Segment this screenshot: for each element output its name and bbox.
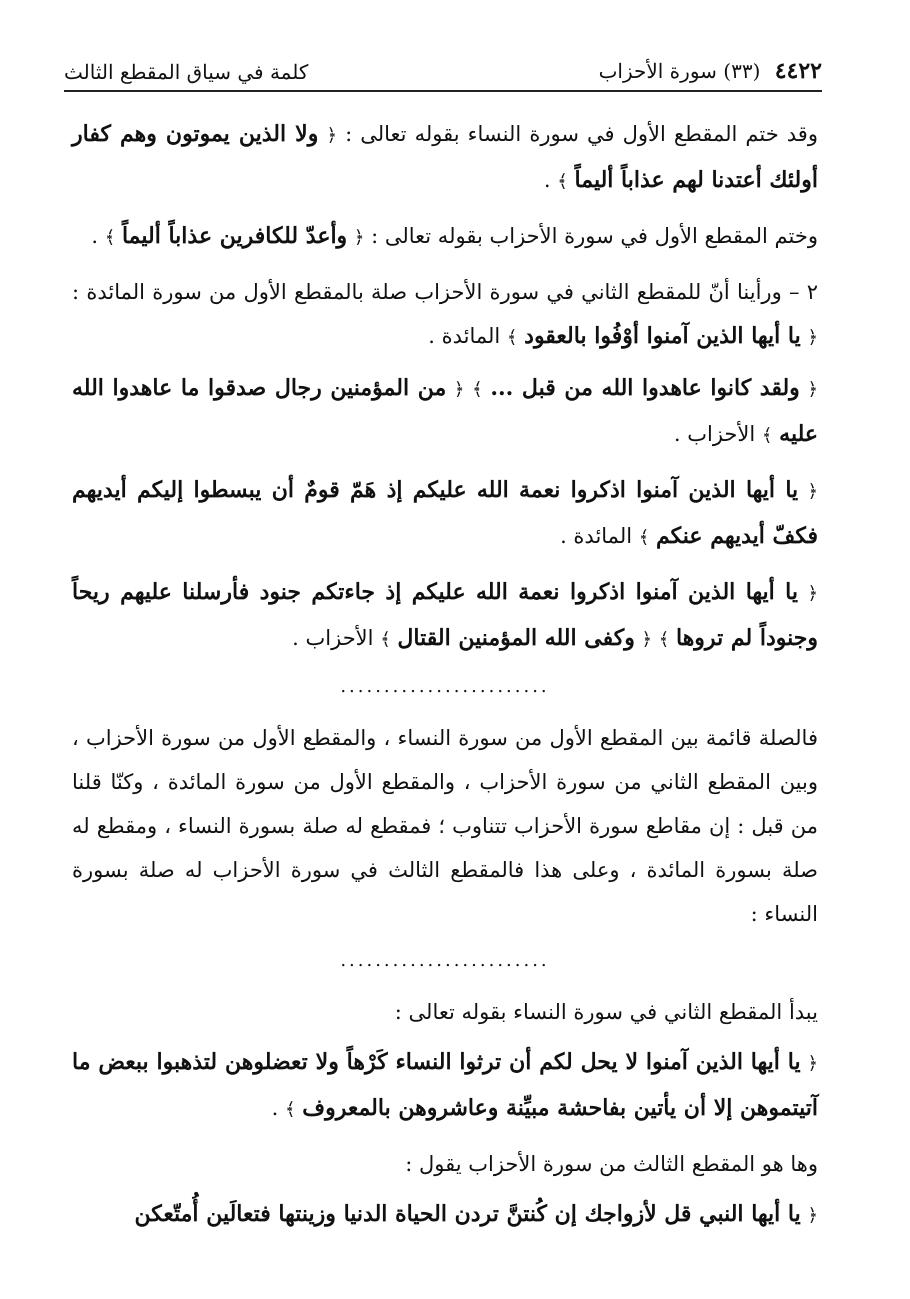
source-reference: المائدة . [428, 324, 501, 348]
page-body [72, 112, 818, 1248]
quran-close-bracket: ﴾ [557, 171, 568, 192]
page-number: ٤٤٢٢ [774, 58, 822, 84]
page-header [64, 52, 822, 92]
quran-close-bracket: ﴾ [285, 1099, 296, 1120]
quran-quote: يا أيها الذين آمنوا أوْفُوا بالعقود [524, 323, 801, 349]
quran-open-bracket: ﴿ [807, 1053, 818, 1074]
quran-quote: يا أيها النبي قل لأزواجك إن كُنتنَّ تردن الحياة الدنيا وزينتها فتعالَين أُمتّعكن [134, 1201, 801, 1227]
quran-open-bracket: ﴿ [807, 481, 818, 502]
quran-open-bracket: ﴿ [326, 125, 337, 146]
quran-quote: يا أيها الذين آمنوا اذكروا نعمة الله عليكم إذ هَمّ قومٌ أن يبسطوا إليكم أيديهم فكفّ أيديهم عنكم [72, 477, 818, 549]
header-surah-info [599, 58, 822, 84]
paragraph-ahzab-verse [72, 570, 818, 662]
source-reference: الأحزاب . [292, 626, 374, 650]
paragraph-nisa-ending: وقد ختم المقطع الأول في سورة النساء بقوله تعالى : ﴿ ولا الذين يموتون وهم كفار أولئك أعتدنا لهم عذاباً أليماً ﴾ . [72, 121, 818, 193]
paragraph-covenant-verses [72, 366, 818, 458]
surah-name: (٣٣) سورة الأحزاب [598, 59, 761, 83]
quran-open-bracket: ﴿ [641, 629, 653, 650]
paragraph-nisa-verse: ﴿ يا أيها الذين آمنوا لا يحل لكم أن ترثوا النساء كَرْهاً ولا تعضلوهن لتذهبوا ببعض ما آتيتموهن إلا أن يأتين بفاحشة مبيِّنة وعاشروهن بالمعروف ﴾ . [72, 1049, 818, 1121]
source-reference: الأحزاب . [673, 422, 756, 446]
quran-close-bracket: ﴾ [638, 527, 650, 548]
quran-quote: وكفى الله المؤمنين القتال [397, 625, 635, 651]
dotted-separator: ........................ [340, 950, 550, 971]
quran-close-bracket: ﴾ [472, 379, 483, 400]
quran-quote: من المؤمنين رجال صدقوا ما عاهدوا الله عليه [72, 375, 818, 447]
quran-close-bracket: ﴾ [658, 629, 670, 650]
paragraph-maidah-verse [72, 468, 818, 560]
quran-open-bracket: ﴿ [353, 227, 365, 248]
dotted-separator: ........................ [340, 676, 550, 697]
quran-open-bracket: ﴿ [807, 583, 818, 604]
quran-close-bracket: ﴾ [506, 327, 518, 348]
quran-quote: يا أيها الذين آمنوا اذكروا نعمة الله عليكم إذ جاءتكم جنود فأرسلنا عليهم ريحاً وجنوداً لم تروها [72, 579, 818, 651]
quran-open-bracket: ﴿ [453, 379, 465, 400]
quran-close-bracket: ﴾ [104, 227, 116, 248]
paragraph-ahzab-ending: وختم المقطع الأول في سورة الأحزاب بقوله تعالى : ﴿ وأعدّ للكافرين عذاباً أليماً ﴾ . [91, 223, 818, 249]
quran-quote: وأعدّ للكافرين عذاباً أليماً [121, 223, 348, 249]
quran-quote: يا أيها الذين آمنوا لا يحل لكم أن ترثوا النساء كَرْهاً ولا تعضلوهن لتذهبوا ببعض ما آتيتموهن إلا أن يأتين بفاحشة مبيِّنة وعاشروهن بالمعروف [72, 1049, 818, 1121]
quran-quote: ولقد كانوا عاهدوا الله من قبل ... [490, 375, 800, 401]
quran-quote: ولا الذين يموتون وهم كفار أولئك أعتدنا لهم عذاباً أليماً [72, 121, 818, 193]
paragraph-second-section-link: ٢ – ورأينا أنّ للمقطع الثاني في سورة الأحزاب صلة بالمقطع الأول من سورة المائدة : ﴿ يا أيها الذين آمنوا أوْفُوا بالعقود ﴾ المائدة . [72, 280, 818, 349]
section-title: كلمة في سياق المقطع الثالث [64, 60, 309, 84]
paragraph-connection-summary: فالصلة قائمة بين المقطع الأول من سورة النساء ، والمقطع الأول من سورة الأحزاب ، وبين المقطع الثاني من سورة الأحزاب ، والمقطع الأول من سورة المائدة ، وكنّا قلنا من قبل : إن مقاطع سورة الأحزاب تتناوب ؛ فمقطع له صلة بسورة النساء ، ومقطع له صلة بسورة المائدة ، وعلى هذا فالمقطع الثالث في سورة الأحزاب له صلة بسورة النساء : [72, 726, 818, 926]
quran-close-bracket: ﴾ [761, 425, 773, 446]
quran-open-bracket: ﴿ [807, 379, 818, 400]
paragraph-ahzab-third-intro: وها هو المقطع الثالث من سورة الأحزاب يقول : [405, 1152, 818, 1176]
paragraph-nisa-second-intro: يبدأ المقطع الثاني في سورة النساء بقوله تعالى : [394, 1000, 818, 1024]
quran-close-bracket: ﴾ [380, 629, 391, 650]
quran-open-bracket: ﴿ [807, 1205, 818, 1226]
quran-open-bracket: ﴿ [807, 327, 818, 348]
source-reference: المائدة . [560, 524, 633, 548]
paragraph-prophet-verse [72, 1192, 818, 1238]
